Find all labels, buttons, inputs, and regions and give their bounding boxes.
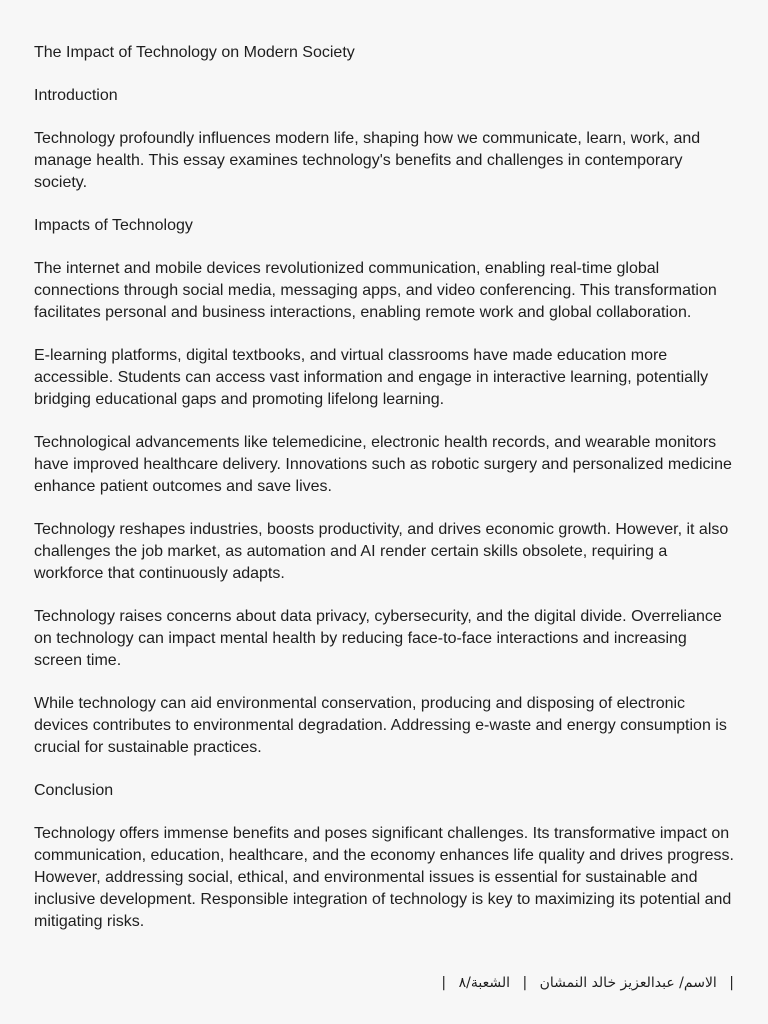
healthcare-paragraph: Technological advancements like telemedicine, electronic health records, and wearable monitors have improved healthcare delivery. Innovations such as robotic surgery and personalized medicine enhance patient outcomes and save lives. — [34, 434, 732, 495]
introduction-paragraph: Technology profoundly influences modern life, shaping how we communicate, learn, work, and manage health. This essay examines technology's benefits and challenges in contemporary society. — [34, 130, 701, 191]
environment-paragraph: While technology can aid environmental conservation, producing and disposing of electronic devices contributes to environmental degradation. Addressing e-waste and energy consumption is crucial for sustainable practices. — [34, 695, 727, 756]
footer-separator: | — [729, 975, 734, 991]
essay-title: The Impact of Technology on Modern Society — [34, 44, 355, 61]
communication-paragraph: The internet and mobile devices revolutionized communication, enabling real-time global connections through social media, messaging apps, and video conferencing. This transformation facilitates personal and business interactions, enabling remote work and global collaboration. — [34, 260, 717, 321]
conclusion-paragraph: Technology offers immense benefits and poses significant challenges. Its transformative impact on communication, education, healthcare, and the economy enhances life quality and drives progress. However, addressing social, ethical, and environmental issues is essential for sustainable and inclusive development. Responsible integration of technology is key to maximizing its potential and mitigating risks. — [34, 825, 734, 930]
footer-separator: | — [441, 975, 447, 991]
impacts-heading: Impacts of Technology — [34, 217, 193, 234]
footer-separator: | — [522, 975, 528, 991]
conclusion-heading: Conclusion — [34, 782, 114, 799]
education-paragraph: E-learning platforms, digital textbooks, and virtual classrooms have made education more accessible. Students can access vast information and engage in interactive learning, potentially bridging educational gaps and promoting lifelong learning. — [34, 347, 709, 408]
introduction-heading: Introduction — [34, 87, 118, 104]
social-concerns-paragraph: Technology raises concerns about data privacy, cybersecurity, and the digital divide. Overreliance on technology can impact mental health by reducing face-to-face interactions and increasing screen time. — [34, 608, 722, 669]
economy-paragraph: Technology reshapes industries, boosts productivity, and drives economic growth. However, it also challenges the job market, as automation and AI render certain skills obsolete, requiring a workforce that continuously adapts. — [34, 521, 729, 582]
essay-document — [34, 42, 734, 954]
student-section: الشعبة/٨ — [458, 975, 510, 991]
student-footer — [441, 975, 734, 991]
student-name: الاسم/ عبدالعزيز خالد النمشان — [539, 975, 717, 991]
